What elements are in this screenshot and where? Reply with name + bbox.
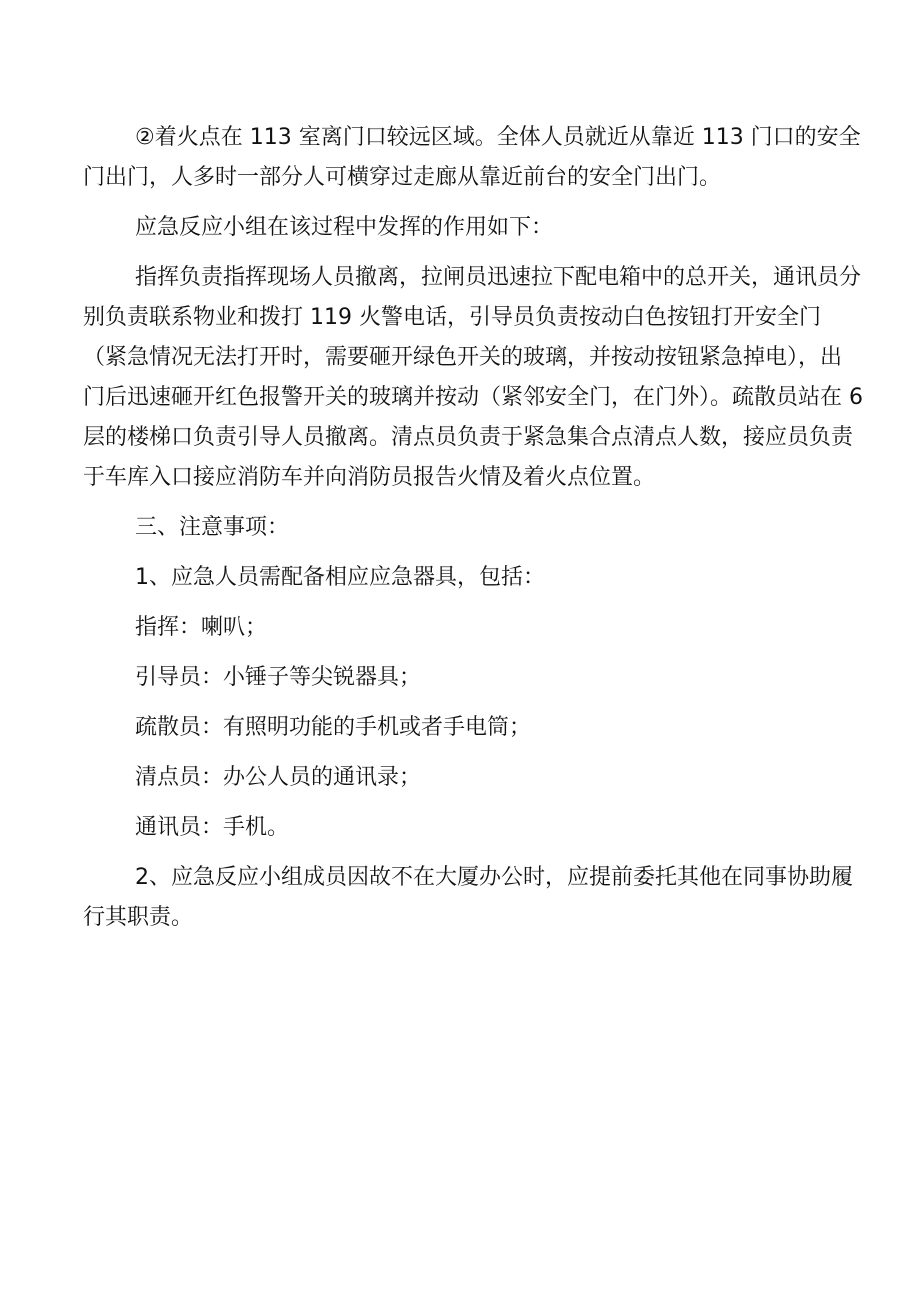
note-equipment-intro: 1、应急人员需配备相应应急器具，包括：: [135, 565, 545, 590]
paragraph-team-responsibilities: 指挥负责指挥现场人员撤离，拉闸员迅速拉下配电箱中的总开关，通讯员分别负责联系物业和拨打 119 火警电话，引导员负责按动白色按钮打开安全门（紧急情况无法打开时，需要砸开绿色开关的玻璃，并按动按钮紧急掉电），出门后迅速砸开红色报警开关的玻璃并按动（紧邻安全门，在门外）。疏散员站在 6 层的楼梯口负责引导人员撤离。清点员负责于紧急集合点清点人数，接应员负责于车库入口接应消防车并向消防员报告火情及着火点位置。: [83, 265, 863, 490]
equipment-item-evacuator: 疏散员：有照明功能的手机或者手电筒；: [135, 715, 532, 740]
closing-note: 2、应急反应小组成员因故不在大厦办公时，应提前委托其他在同事协助履行其职责。: [83, 865, 853, 930]
document-body: [83, 118, 863, 938]
paragraph-fire-location: ②着火点在 113 室离门口较远区域。全体人员就近从靠近 113 门口的安全门出门，人多时一部分人可横穿过走廊从靠近前台的安全门出门。: [83, 125, 861, 190]
equipment-item-counter: 清点员：办公人员的通讯录；: [135, 765, 422, 790]
equipment-item-guide: 引导员：小锤子等尖锐器具；: [135, 665, 422, 690]
paragraph-team-role-intro: 应急反应小组在该过程中发挥的作用如下：: [135, 215, 554, 240]
equipment-item-commander: 指挥：喇叭；: [135, 615, 268, 640]
section-heading-notes: 三、注意事项：: [135, 515, 290, 540]
equipment-item-communicator: 通讯员：手机。: [135, 815, 290, 840]
